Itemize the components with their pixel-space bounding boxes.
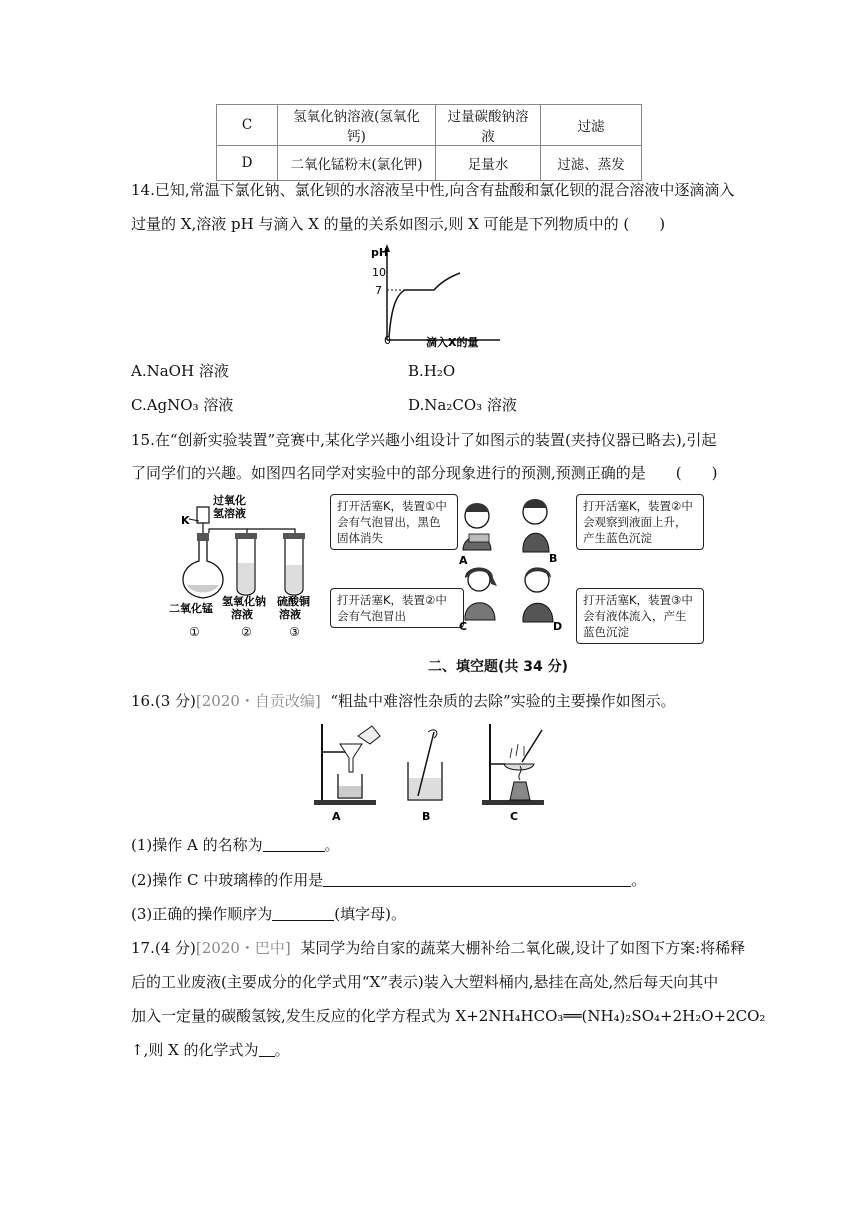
number-3: ③ bbox=[289, 625, 300, 639]
ph-curve bbox=[389, 273, 460, 337]
tube3-label: 硫酸铜 bbox=[277, 595, 310, 608]
q17-source: [2020・巴中] bbox=[195, 939, 291, 957]
table-row bbox=[217, 146, 642, 181]
student-label-b: B bbox=[549, 552, 558, 565]
table-cell: 过滤 bbox=[541, 105, 642, 146]
graph-y-label: pH bbox=[371, 246, 389, 259]
q15-line2: 了同学们的兴趣。如图四名同学对实验中的部分现象进行的预测,预测正确的是 ( ) bbox=[131, 464, 718, 482]
fig-label-a: A bbox=[332, 810, 341, 823]
salt-experiment-figure bbox=[310, 718, 560, 828]
q14-option-d: D.Na₂CO₃ 溶液 bbox=[408, 396, 517, 414]
answer-blank-4[interactable] bbox=[259, 1042, 275, 1057]
q17-line4-text: ↑,则 X 的化学式为 bbox=[131, 1041, 259, 1059]
tube2-label: 氢氧化钠 bbox=[222, 595, 266, 608]
q16-line bbox=[131, 691, 676, 711]
graph-tick-7: 7 bbox=[375, 284, 382, 297]
q14-line2: 过量的 X,溶液 pH 与滴入 X 的量的关系如图示,则 X 可能是下列物质中的 ( ) bbox=[131, 215, 666, 233]
q14-option-b: B.H₂O bbox=[408, 362, 456, 380]
tube2-label: 溶液 bbox=[231, 608, 253, 621]
students-figure bbox=[455, 494, 575, 644]
table-cell: 二氧化锰粉末(氯化钾) bbox=[278, 146, 436, 181]
bubble-b: 打开活塞K，装置②中会观察到液面上升，产生蓝色沉淀 bbox=[576, 494, 704, 550]
q16-sub1-text: (1)操作 A 的名称为 bbox=[131, 836, 263, 854]
q16-text: “粗盐中难溶性杂质的去除”实验的主要操作如图示。 bbox=[330, 692, 676, 710]
flask-label: 二氧化锰 bbox=[169, 602, 213, 615]
q17-line4 bbox=[131, 1040, 290, 1060]
q16-sub1-end: 。 bbox=[324, 836, 340, 854]
q14-line1: 14.已知,常温下氯化钠、氯化钡的水溶液呈中性,向含有盐酸和氯化钡的混合溶液中逐滴滴入 bbox=[131, 181, 735, 199]
q16-sub2-text: (2)操作 C 中玻璃棒的作用是 bbox=[131, 871, 324, 889]
table-cell: 足量水 bbox=[436, 146, 541, 181]
answer-blank-2[interactable] bbox=[323, 872, 631, 887]
q17-line1 bbox=[131, 938, 745, 958]
graph-x-label: 滴入X的量 bbox=[426, 336, 479, 349]
q17-line3: 加入一定量的碳酸氢铵,发生反应的化学方程式为 X+2NH₄HCO₃══(NH₄)₂SO₄+2H₂O+2CO₂ bbox=[131, 1007, 766, 1025]
q17-prefix: 17.(4 分) bbox=[131, 939, 196, 957]
apparatus-figure bbox=[165, 493, 325, 643]
number-1: ① bbox=[189, 625, 200, 639]
q16-sub3-text: (3)正确的操作顺序为 bbox=[131, 905, 273, 923]
q14-option-c: C.AgNO₃ 溶液 bbox=[131, 396, 234, 414]
valve-label: K bbox=[181, 514, 190, 527]
ph-graph bbox=[360, 240, 510, 352]
q17-text: 某同学为给自家的蔬菜大棚补给二氧化碳,设计了如图下方案:将稀释 bbox=[300, 939, 746, 957]
h2o2-label: 氢溶液 bbox=[213, 507, 246, 520]
fig-label-b: B bbox=[422, 810, 431, 823]
table-cell: 过量碳酸钠溶液 bbox=[436, 105, 541, 146]
q16-sub3 bbox=[131, 904, 406, 924]
tube3-label: 溶液 bbox=[279, 608, 301, 621]
q16-source: [2020・自贡改编] bbox=[195, 692, 321, 710]
number-2: ② bbox=[241, 625, 252, 639]
table-cell: C bbox=[217, 105, 278, 146]
options-table bbox=[216, 104, 642, 181]
q16-prefix: 16.(3 分) bbox=[131, 692, 196, 710]
graph-origin: 0 bbox=[384, 334, 391, 347]
q17-line4-end: 。 bbox=[274, 1041, 290, 1059]
q17-line2: 后的工业废液(主要成分的化学式用“X”表示)装入大塑料桶内,悬挂在高处,然后每天向其中 bbox=[131, 973, 719, 991]
student-label-d: D bbox=[553, 620, 563, 633]
q16-sub1 bbox=[131, 835, 340, 855]
bubble-a: 打开活塞K，装置①中会有气泡冒出，黑色固体消失 bbox=[330, 494, 458, 550]
h2o2-label: 过氧化 bbox=[213, 494, 246, 507]
q16-sub2-end: 。 bbox=[631, 871, 647, 889]
table-cell: D bbox=[217, 146, 278, 181]
answer-blank-1[interactable] bbox=[263, 837, 325, 852]
q14-option-a: A.NaOH 溶液 bbox=[131, 362, 229, 380]
section-title: 二、填空题(共 34 分) bbox=[428, 659, 569, 675]
answer-blank-3[interactable] bbox=[272, 906, 334, 921]
q15-line1: 15.在“创新实验装置”竞赛中,某化学兴趣小组设计了如图示的装置(夹持仪器已略去),引起 bbox=[131, 431, 717, 449]
q16-sub3-end: (填字母)。 bbox=[334, 905, 406, 923]
q16-sub2 bbox=[131, 870, 646, 890]
table-cell: 过滤、蒸发 bbox=[541, 146, 642, 181]
graph-tick-10: 10 bbox=[372, 266, 386, 279]
table-row bbox=[217, 105, 642, 146]
bubble-c: 打开活塞K，装置②中会有气泡冒出 bbox=[330, 588, 464, 628]
student-label-c: C bbox=[459, 620, 468, 633]
fig-label-c: C bbox=[510, 810, 519, 823]
student-label-a: A bbox=[459, 554, 468, 567]
bubble-d: 打开活塞K，装置③中会有液体流入，产生蓝色沉淀 bbox=[576, 588, 704, 644]
table-cell: 氢氧化钠溶液(氢氧化钙) bbox=[278, 105, 436, 146]
